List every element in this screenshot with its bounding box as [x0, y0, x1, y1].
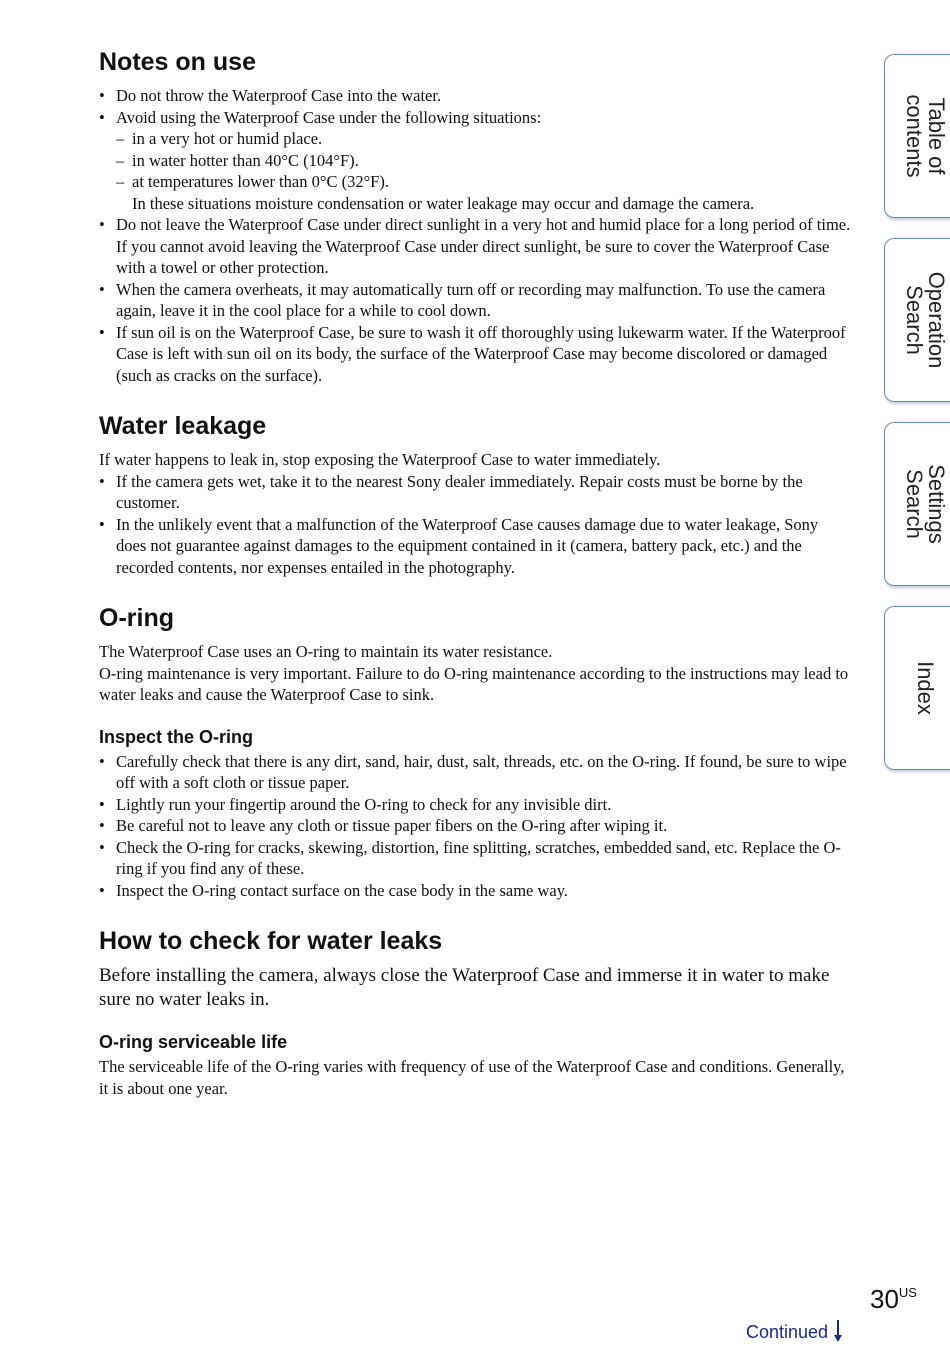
page-number: $30^{US}$: [870, 1284, 917, 1314]
tab-label: Settings Search: [901, 464, 949, 544]
continued-link[interactable]: [746, 1320, 843, 1347]
list-item: • In the unlikely event that a malfunction of the Waterproof Case causes damage due to water leakage, Sony does not guarantee against damages to the equipment contained in it (camera, battery pack, etc.) and the recorded contents, nor expenses entailed in the photography.: [99, 514, 851, 579]
check-paragraph: Before installing the camera, always close the Waterproof Case and immerse it in water to make sure no water leaks in.: [99, 965, 830, 1010]
list-item: • Check the O-ring for cracks, skewing, distortion, fine splitting, scratches, embedded sand, etc. Replace the O-ring if you find any of these.: [99, 837, 851, 880]
heading-o-ring: O-ring: [99, 604, 174, 632]
tab-table-of-contents[interactable]: [884, 54, 950, 218]
leakage-intro: If water happens to leak in, stop exposing the Waterproof Case to water immediately.: [99, 450, 661, 469]
heading-o-ring-life: O-ring serviceable life: [99, 1032, 288, 1052]
arrow-down-icon: [833, 1320, 843, 1347]
list-item: • Be careful not to leave any cloth or tissue paper fibers on the O-ring after wiping it.: [99, 815, 851, 837]
list-item: • Lightly run your fingertip around the O-ring to check for any invisible dirt.: [99, 794, 851, 816]
list-item: – in a very hot or humid place.: [99, 128, 851, 150]
tab-label: Operation Search: [901, 271, 949, 369]
heading-water-leakage: Water leakage: [99, 412, 267, 440]
tab-settings-search[interactable]: [884, 422, 950, 586]
heading-check-water-leaks: How to check for water leaks: [99, 927, 443, 955]
list-item: • When the camera overheats, it may automatically turn off or recording may malfunction. To use the camera again, leave it in the cool place for a while to cool down.: [99, 279, 851, 322]
notes-list: [99, 85, 851, 128]
o-ring-life-text: The serviceable life of the O-ring varies with frequency of use of the Waterproof Case and conditions. Generally, it is about one year.: [99, 1057, 845, 1098]
o-ring-paragraph-2: O-ring maintenance is very important. Failure to do O-ring maintenance according to the instructions may lead to water leaks and cause the Waterproof Case to sink.: [99, 663, 849, 704]
tab-index[interactable]: [884, 606, 950, 770]
list-item: • If the camera gets wet, take it to the nearest Sony dealer immediately. Repair costs must be borne by the customer.: [99, 471, 851, 514]
list-item-text: Avoid using the Waterproof Case under the following situations:: [116, 107, 542, 127]
inspect-list: [99, 751, 851, 902]
heading-notes-on-use: Notes on use: [99, 48, 256, 76]
notes-list-continued: [99, 214, 851, 386]
list-item: – in water hotter than 40°C (104°F).: [99, 150, 851, 172]
leakage-list: [99, 471, 851, 579]
tab-operation-search[interactable]: [884, 238, 950, 402]
heading-inspect-o-ring: Inspect the O-ring: [99, 726, 254, 747]
list-item: • Do not leave the Waterproof Case under direct sunlight in a very hot and humid place for a long period of time. If you cannot avoid leaving the Waterproof Case under direct sunlight, be sure to cover the Waterproof Case with a towel or other protection.: [99, 214, 851, 279]
list-item: • Carefully check that there is any dirt, sand, hair, dust, salt, threads, etc. on the O-ring. If found, be sure to wipe off with a soft cloth or tissue paper.: [99, 751, 851, 794]
page-content: [99, 46, 851, 1099]
situations-note: In these situations moisture condensation or water leakage may occur and damage the camera.: [132, 193, 755, 213]
tab-label: Table of contents: [901, 94, 949, 178]
page-suffix: US: [898, 1285, 917, 1300]
list-item: • Do not throw the Waterproof Case into the water.: [99, 85, 851, 107]
situations-list: [99, 128, 851, 193]
tab-label: Index: [912, 661, 938, 715]
list-item: • If sun oil is on the Waterproof Case, be sure to wash it off thoroughly using lukewarm water. If the Waterproof Case is left with sun oil on its body, the surface of the Waterproof Case may become discolored or damaged (such as cracks on the surface).: [99, 322, 851, 387]
o-ring-paragraph-1: The Waterproof Case uses an O-ring to maintain its water resistance.: [99, 642, 553, 661]
list-item: • Inspect the O-ring contact surface on the case body in the same way.: [99, 880, 851, 902]
continued-label: Continued: [746, 1322, 829, 1342]
list-item: [99, 107, 851, 129]
list-item: – at temperatures lower than 0°C (32°F).: [99, 171, 851, 193]
